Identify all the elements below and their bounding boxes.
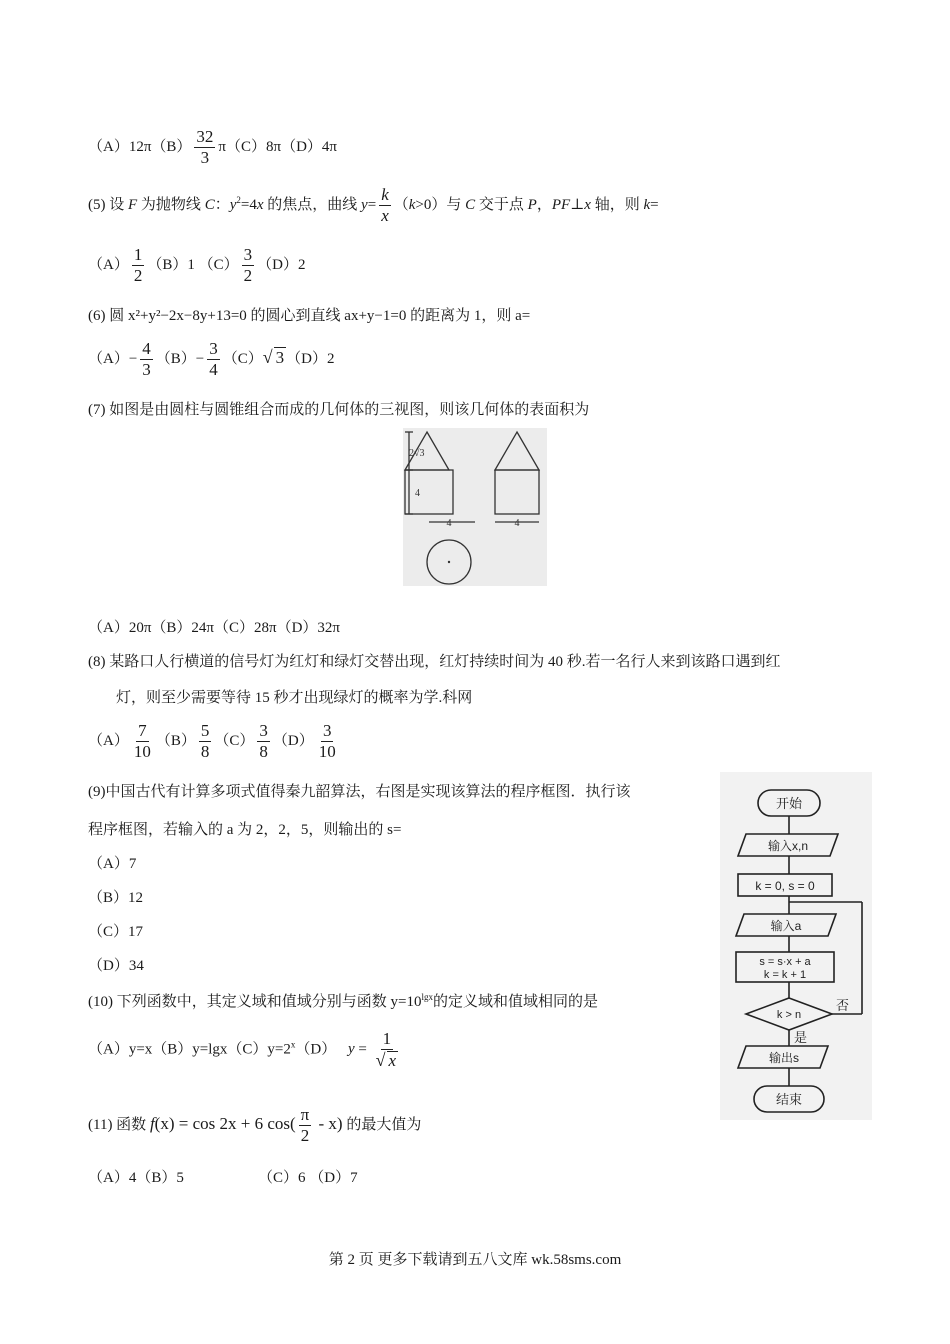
q4-b-fraction: $\frac{32}{3}$ (196, 127, 214, 167)
flow-output: 输出s (768, 1051, 800, 1065)
flow-condition: k > n (776, 1009, 802, 1021)
q6-options: （A）− $\frac{4}{3}$ （B）− $\frac{3}{4}$ （C）√ 3 （D）2 (88, 339, 335, 379)
flow-input-a: 输入a (770, 919, 802, 933)
q10-d-fraction: $\frac{1}{√ x}$ (375, 1029, 397, 1070)
question-7: (7) 如图是由圆柱与圆锥组合而成的几何体的三视图，则该几何体的表面积为 (88, 402, 590, 418)
question-9-line2: 程序框图，若输入的 a 为 2，2，5，则输出的 s= (88, 822, 402, 838)
sqrt-icon: √ (262, 346, 273, 367)
flow-no-label: 否 (836, 998, 850, 1013)
q6-b-fraction: $\frac{3}{4}$ (209, 339, 218, 379)
label-cylinder-height: 4 (415, 488, 420, 499)
question-10: (10) 下列函数中，其定义域和值域分别与函数 $y=10^{lgx}$的定义域和值域相同的是 (88, 992, 598, 1010)
flow-end: 结束 (775, 1092, 803, 1107)
q5-a-fraction: $\frac{1}{2}$ (133, 245, 143, 285)
flow-update-k: k = k + 1 (763, 969, 807, 981)
q8-b-fraction: $\frac{5}{8}$ (200, 721, 210, 761)
flowchart-figure (720, 772, 872, 1120)
question-6: (6) 圆 x²+y²−2x−8y+13=0 的圆心到直线 ax+y−1=0 的距离为 1，则 a= (88, 308, 531, 324)
question-11: (11) 函数 f(x) = cos 2x + 6 cos( $\frac{\pi}{2}$ - x) 的最大值为 (88, 1105, 422, 1145)
flow-update-s: s = s·x + a (759, 956, 811, 968)
q11-fraction: $\frac{\pi}{2}$ (300, 1105, 310, 1145)
question-8-line1: (8) 某路口人行横道的信号灯为红灯和绿灯交替出现，红灯持续时间为 40 秒.若一名行人来到该路口遇到红 (88, 654, 781, 670)
q5-options: （A） $\frac{1}{2}$ （B）1 （C） $\frac{3}{2}$ （D）2 (88, 245, 306, 285)
q7-options: （A）20π（B）24π（C）28π（D）32π (88, 620, 340, 636)
q8-options: （A） $\frac{7}{10}$ （B） $\frac{5}{8}$ （C） $\frac{3}{8}$ （D） $\frac{3}{10}$ (88, 721, 336, 761)
q4-options: （A）12π（B） $\frac{32}{3}$ π（C）8π（D）4π (88, 127, 337, 167)
q9-option-c: （C）17 (88, 924, 144, 940)
label-cone-height: 2√3 (409, 448, 425, 459)
flow-input-xn: 输入x,n (767, 839, 809, 853)
q11-options-cd: （C）6 （D）7 (258, 1170, 358, 1186)
question-8-line2: 灯，则至少需要等待 15 秒才出现绿灯的概率为学.科网 (116, 690, 473, 706)
page-footer: 第 2 页 更多下载请到五八文库 wk.58sms.com (328, 1252, 622, 1268)
question-5: (5) 设 F 为抛物线 C：$y^2=4x$ 的焦点，曲线 y= $\frac{k}{x}$ （k>0）与 C 交于点 P，PF⊥x 轴，则 k= (88, 185, 659, 225)
question-9-line1: (9)中国古代有计算多项式值得秦九韶算法，右图是实现该算法的程序框图．执行该 (88, 784, 631, 800)
q8-a-fraction: $\frac{7}{10}$ (133, 721, 151, 761)
q9-option-b: （B）12 (88, 890, 144, 906)
q8-c-fraction: $\frac{3}{8}$ (259, 721, 268, 761)
q9-option-a: （A）7 (88, 856, 137, 872)
flow-start: 开始 (775, 796, 803, 811)
three-view-figure (403, 428, 547, 586)
flow-init: k = 0, s = 0 (755, 879, 815, 893)
flow-yes-label: 是 (794, 1030, 808, 1045)
sqrt-icon: √ (375, 1049, 386, 1070)
q5-fraction: $\frac{k}{x}$ (381, 185, 389, 225)
q6-a-fraction: $\frac{4}{3}$ (142, 339, 151, 379)
q9-option-d: （D）34 (88, 958, 144, 974)
label-front-width: 4 (446, 518, 452, 529)
flowchart-drawing (720, 772, 872, 1120)
q8-d-fraction: $\frac{3}{10}$ (318, 721, 336, 761)
label-side-width: 4 (514, 518, 520, 529)
q11-options-ab: （A）4（B）5 (88, 1170, 184, 1186)
q10-options: $(A)y=x(B)y=\lg x(C)y=2^x(D) y$ = $\frac{1}{√ x}$ (88, 1030, 403, 1070)
three-view-drawing (403, 428, 547, 586)
q5-c-fraction: $\frac{3}{2}$ (243, 245, 253, 285)
